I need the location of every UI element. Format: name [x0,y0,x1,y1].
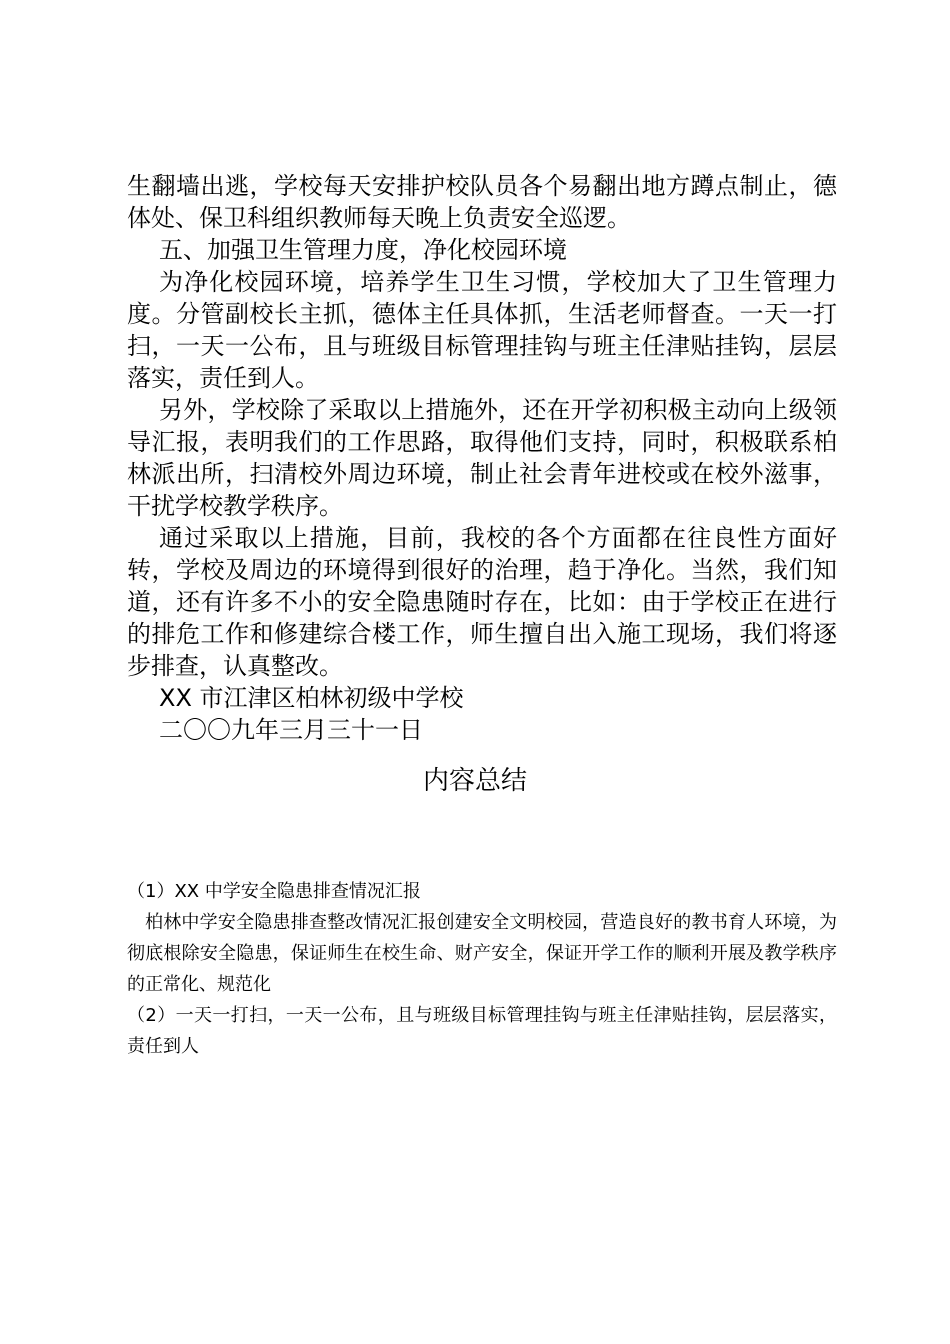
summary-item-2: （2）一天一打扫，一天一公布，且与班级目标管理挂钩与班主任津贴挂钩，层层落实，责任到人 [127,1005,837,1057]
paragraph-hygiene: 为净化校园环境，培养学生卫生习惯，学校加大了卫生管理力度。分管副校长主抓，德体主任具体抓，生活老师督查。一天一打扫，一天一公布，且与班级目标管理挂钩与班主任津贴挂钩，层层落实，责任到人。 [127,268,837,392]
report-body [127,170,837,746]
signature-date: 二〇〇九年三月三十一日 [159,716,423,744]
paragraph-outreach: 另外，学校除了采取以上措施外，还在开学初积极主动向上级领导汇报，表明我们的工作思路，取得他们支持，同时，积极联系柏林派出所，扫清校外周边环境，制止社会青年进校或在校外滋事，干扰学校教学秩序。 [127,396,837,520]
paragraph-results: 通过采取以上措施，目前，我校的各个方面都在往良性方面好转，学校及周边的环境得到很好的治理，趋于净化。当然，我们知道，还有许多不小的安全隐患随时存在，比如：由于学校正在进行的排危工作和修建综合楼工作，师生擅自出入施工现场，我们将逐步排查，认真整改。 [127,524,837,680]
summary-item-1-body: 柏林中学安全隐患排查整改情况汇报创建安全文明校园，营造良好的教书育人环境，为彻底根除安全隐患，保证师生在校生命、财产安全，保证开学工作的顺利开展及教学秩序的正常化、规范化 [127,912,837,995]
summary-title: 内容总结 [422,766,527,796]
summary-item-1-title: （1）XX 中学安全隐患排查情况汇报 [127,881,421,902]
summary-section [127,876,837,1062]
section-heading-hygiene: 五、加强卫生管理力度，净化校园环境 [159,236,567,264]
paragraph-patrol: 生翻墙出逃，学校每天安排护校队员各个易翻出地方蹲点制止，德体处、保卫科组织教师每天晚上负责安全巡逻。 [127,172,837,232]
signature-organization: XX 市江津区柏林初级中学校 [159,684,464,712]
